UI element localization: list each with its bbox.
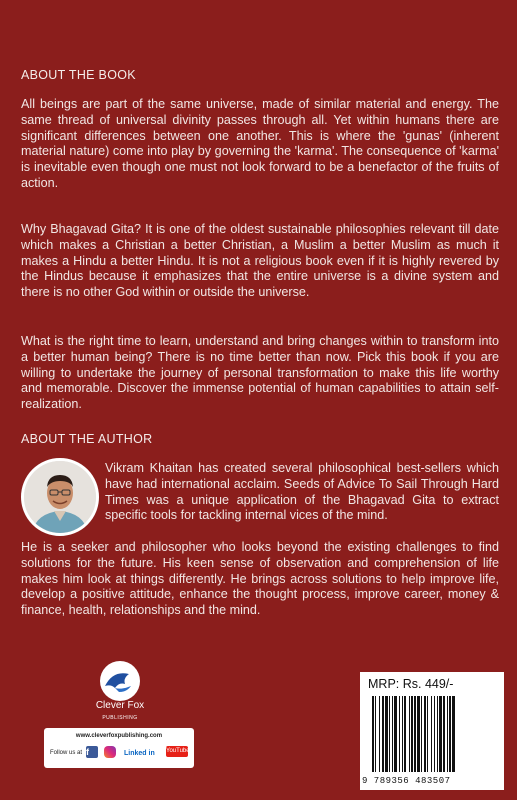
publisher-url[interactable]: www.cleverfoxpublishing.com — [75, 733, 163, 739]
follow-label: Follow us at — [50, 750, 83, 756]
barcode-bar — [399, 696, 400, 772]
barcode-bar — [431, 696, 432, 772]
about-book-paragraph-1: All beings are part of the same universe, made of similar material and energy. The same thread of universal divinity passes through all. Yet within humans there are significant differences between one another. This is where the 'gunas' (inherent material nature) come into play by governing the 'karma'. The consequence of 'karma' is inevitable even though one must not look forward to be a benefactor of the fruits of action. — [21, 97, 499, 190]
about-book-heading: ABOUT THE BOOK — [21, 68, 136, 82]
barcode-bar — [421, 696, 422, 772]
barcode-bar — [411, 696, 413, 772]
publisher-sub: PUBLISHING — [102, 715, 138, 721]
barcode-bar — [404, 696, 406, 772]
barcode-bar — [434, 696, 435, 772]
barcode-bar — [452, 696, 455, 772]
barcode-bar — [372, 696, 374, 772]
barcode-bar — [427, 696, 428, 772]
author-bio-bottom: He is a seeker and philosopher who looks beyond the existing challenges to find solutions for the future. His keen sense of observation and comprehension of life makes him look at things differently. He brings across solutions to help improve life, develop a positive attitude, enhance the thought process, improve career, money & finance, health, relationships and the mind. — [21, 540, 499, 618]
barcode-bar — [443, 696, 445, 772]
barcode-bar — [439, 696, 442, 772]
barcode-bar — [394, 696, 397, 772]
author-portrait-icon — [24, 461, 96, 533]
publisher-name: Clever Fox — [95, 700, 145, 711]
author-photo — [21, 458, 99, 536]
barcode-bar — [417, 696, 420, 772]
barcode-bar — [409, 696, 410, 772]
about-book-paragraph-2: Why Bhagavad Gita? It is one of the oldest sustainable philosophies relevant till date which makes a Christian a better Christian, a Muslim a better Muslim as much it makes a Hindu a better Hindu. It is not a religious book even if it is highly revered by the Hindus because it emphasizes that the entire universe is a divine system and there is no other God within or outside the universe. — [21, 222, 499, 300]
fox-logo-icon — [85, 660, 155, 702]
barcode-bar — [449, 696, 451, 772]
barcode-bar — [389, 696, 390, 772]
linkedin-icon[interactable]: Linked in — [124, 749, 155, 757]
youtube-icon[interactable]: YouTube — [166, 746, 188, 757]
isbn-digits: 9 789356 483507 — [362, 776, 451, 786]
barcode-bar — [375, 696, 376, 772]
barcode-icon — [370, 696, 494, 776]
barcode-bar — [447, 696, 448, 772]
barcode-bar — [382, 696, 384, 772]
follow-box — [44, 728, 194, 768]
barcode-bar — [379, 696, 380, 772]
barcode-bar — [424, 696, 426, 772]
author-bio-top: Vikram Khaitan has created several philosophical best-sellers which have had international acclaim. Seeds of Advice To Sail Through Hard Times was a unique application of the Bhagavad Gita to extract specific tools for tackling internal vices of the mind. — [105, 461, 499, 523]
barcode-bar — [392, 696, 393, 772]
barcode-box — [360, 672, 504, 790]
barcode-bar — [402, 696, 403, 772]
about-book-paragraph-3: What is the right time to learn, understand and bring changes within to transform into a better human being? There is no time better than now. Pick this book if you are willing to undertake the journey of personal transformation to make this life worthy and memorable. Discover the immense potential of human capabilities to attain self-realization. — [21, 334, 499, 412]
facebook-icon[interactable]: f — [86, 746, 98, 758]
instagram-icon[interactable] — [104, 746, 116, 758]
barcode-bar — [437, 696, 438, 772]
barcode-bar — [414, 696, 416, 772]
barcode-bar — [385, 696, 388, 772]
about-author-heading: ABOUT THE AUTHOR — [21, 432, 153, 446]
mrp-price: MRP: Rs. 449/- — [368, 677, 454, 691]
publisher-brand — [70, 701, 170, 723]
